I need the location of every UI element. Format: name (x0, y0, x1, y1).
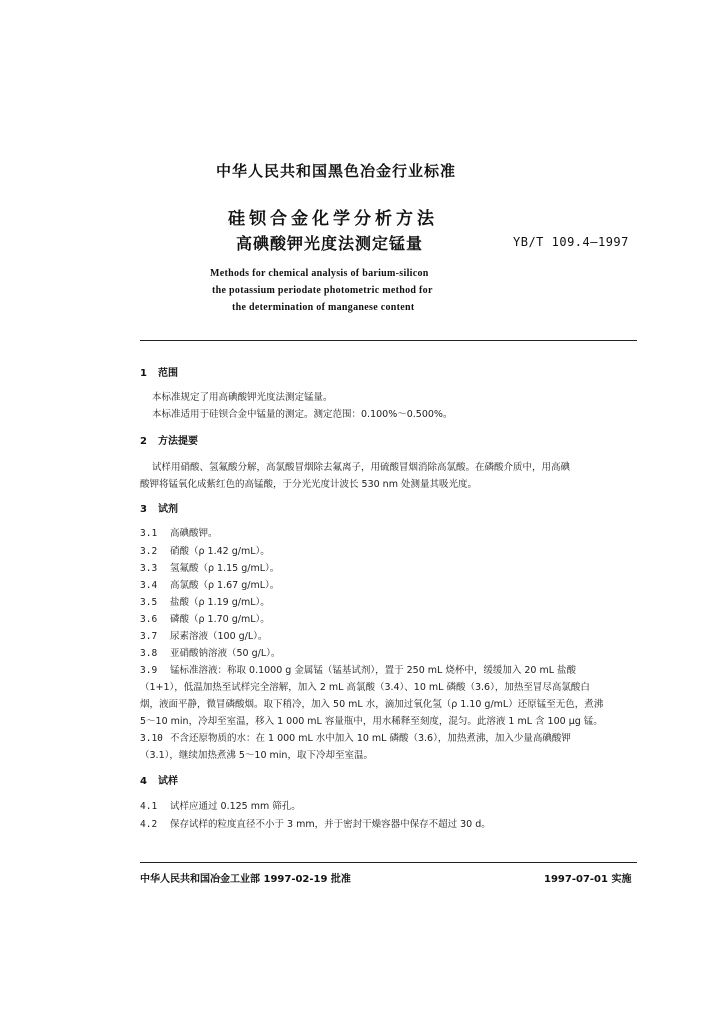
section-number: 2 (140, 436, 147, 447)
section-title: 试剂 (158, 504, 178, 515)
item-number: 3.8 (140, 648, 158, 659)
section-4-heading (140, 772, 178, 787)
reagent-item-3-9-line: 5～10 min，冷却至室温，移入 1 000 mL 容量瓶中，用水稀释至刻度，混匀。此溶液 1 mL 含 100 μg 锰。 (140, 716, 603, 727)
reagent-item (140, 628, 267, 642)
item-number: 3.9 (140, 665, 158, 676)
approval-line: 中华人民共和国冶金工业部 1997-02-19 批准 (140, 874, 351, 885)
reagent-item-3-10-line: （3.1），继续加热煮沸 5～10 min，取下冷却至室温。 (140, 750, 373, 761)
section-3-heading (140, 500, 178, 515)
item-number: 3.5 (140, 597, 158, 608)
section-title: 试样 (158, 776, 178, 787)
footer-divider (140, 862, 637, 863)
item-text: 高氯酸（ρ 1.67 g/mL）。 (170, 580, 280, 591)
item-number: 3.4 (140, 580, 158, 591)
item-number: 4.2 (140, 819, 158, 830)
item-text: 锰标准溶液：称取 0.1000 g 金属锰（锰基试剂），置于 250 mL 烧杯中，缓缓加入 20 mL 盐酸 (170, 665, 577, 676)
section-title: 方法提要 (158, 436, 198, 447)
reagent-item (140, 594, 270, 608)
reagent-item-3-9 (140, 662, 576, 676)
standard-title-line2: 高碘酸钾光度法测定锰量 (236, 234, 424, 253)
item-number: 3.10 (140, 733, 163, 744)
item-text: 高碘酸钾。 (170, 528, 218, 539)
reagent-item (140, 577, 279, 591)
section-1-heading (140, 364, 178, 379)
reagent-item-3-10 (140, 730, 571, 744)
item-number: 3.1 (140, 528, 158, 539)
sample-item (140, 816, 491, 830)
english-title-line3: the determination of manganese content (232, 302, 415, 313)
reagent-item (140, 525, 218, 539)
item-number: 3.7 (140, 631, 158, 642)
item-text: 不含还原物质的水：在 1 000 mL 水中加入 10 mL 磷酸（3.6），加热煮沸，加入少量高碘酸钾 (170, 733, 571, 744)
implementation-date: 1997-07-01 实施 (544, 874, 632, 885)
reagent-item (140, 543, 270, 557)
reagent-item-3-9-line: 烟，液面平静，微冒磷酸烟。取下稍冷，加入 50 mL 水，滴加过氧化氢（ρ 1.10 g/mL）还原锰至无色，煮沸 (140, 699, 604, 710)
header-divider (140, 340, 637, 341)
item-text: 氢氟酸（ρ 1.15 g/mL）。 (170, 563, 280, 574)
section-number: 3 (140, 504, 147, 515)
reagent-item (140, 560, 279, 574)
reagent-item-3-9-line: （1+1），低温加热至试样完全溶解，加入 2 mL 高氯酸（3.4）、10 mL 磷酸（3.6），加热至冒尽高氯酸白 (140, 682, 590, 693)
item-number: 3.2 (140, 546, 158, 557)
item-text: 尿素溶液（100 g/L）。 (170, 631, 268, 642)
section-1-line: 本标准规定了用高碘酸钾光度法测定锰量。 (152, 392, 333, 403)
english-title-line1: Methods for chemical analysis of barium-silicon (210, 268, 429, 279)
item-number: 3.3 (140, 563, 158, 574)
section-1-line: 本标准适用于硅钡合金中锰量的测定。测定范围：0.100%～0.500%。 (152, 409, 453, 420)
item-text: 试样应通过 0.125 mm 筛孔。 (170, 801, 301, 812)
section-number: 4 (140, 776, 147, 787)
section-2-line: 试样用硝酸、氢氟酸分解，高氯酸冒烟除去氟离子，用硫酸冒烟消除高氯酸。在磷酸介质中，用高碘 (152, 462, 571, 473)
item-text: 保存试样的粒度直径不小于 3 mm，并于密封干燥容器中保存不超过 30 d。 (170, 819, 491, 830)
reagent-item (140, 611, 270, 625)
item-number: 4.1 (140, 801, 158, 812)
item-text: 亚硝酸钠溶液（50 g/L）。 (170, 648, 281, 659)
section-2-line: 酸钾将锰氧化成紫红色的高锰酸，于分光光度计波长 530 nm 处测量其吸光度。 (140, 479, 477, 490)
sample-item (140, 798, 301, 812)
issuing-body-heading: 中华人民共和国黑色冶金行业标准 (216, 162, 457, 180)
section-2-heading (140, 432, 198, 447)
section-title: 范围 (158, 368, 178, 379)
item-text: 硝酸（ρ 1.42 g/mL）。 (170, 546, 270, 557)
standard-title-line1: 硅钡合金化学分析方法 (228, 209, 438, 229)
reagent-item (140, 645, 280, 659)
item-text: 盐酸（ρ 1.19 g/mL）。 (170, 597, 270, 608)
item-text: 磷酸（ρ 1.70 g/mL）。 (170, 614, 270, 625)
section-number: 1 (140, 368, 147, 379)
english-title-line2: the potassium periodate photometric method for (212, 285, 433, 296)
standard-code: YB/T 109.4—1997 (513, 235, 629, 249)
item-number: 3.6 (140, 614, 158, 625)
